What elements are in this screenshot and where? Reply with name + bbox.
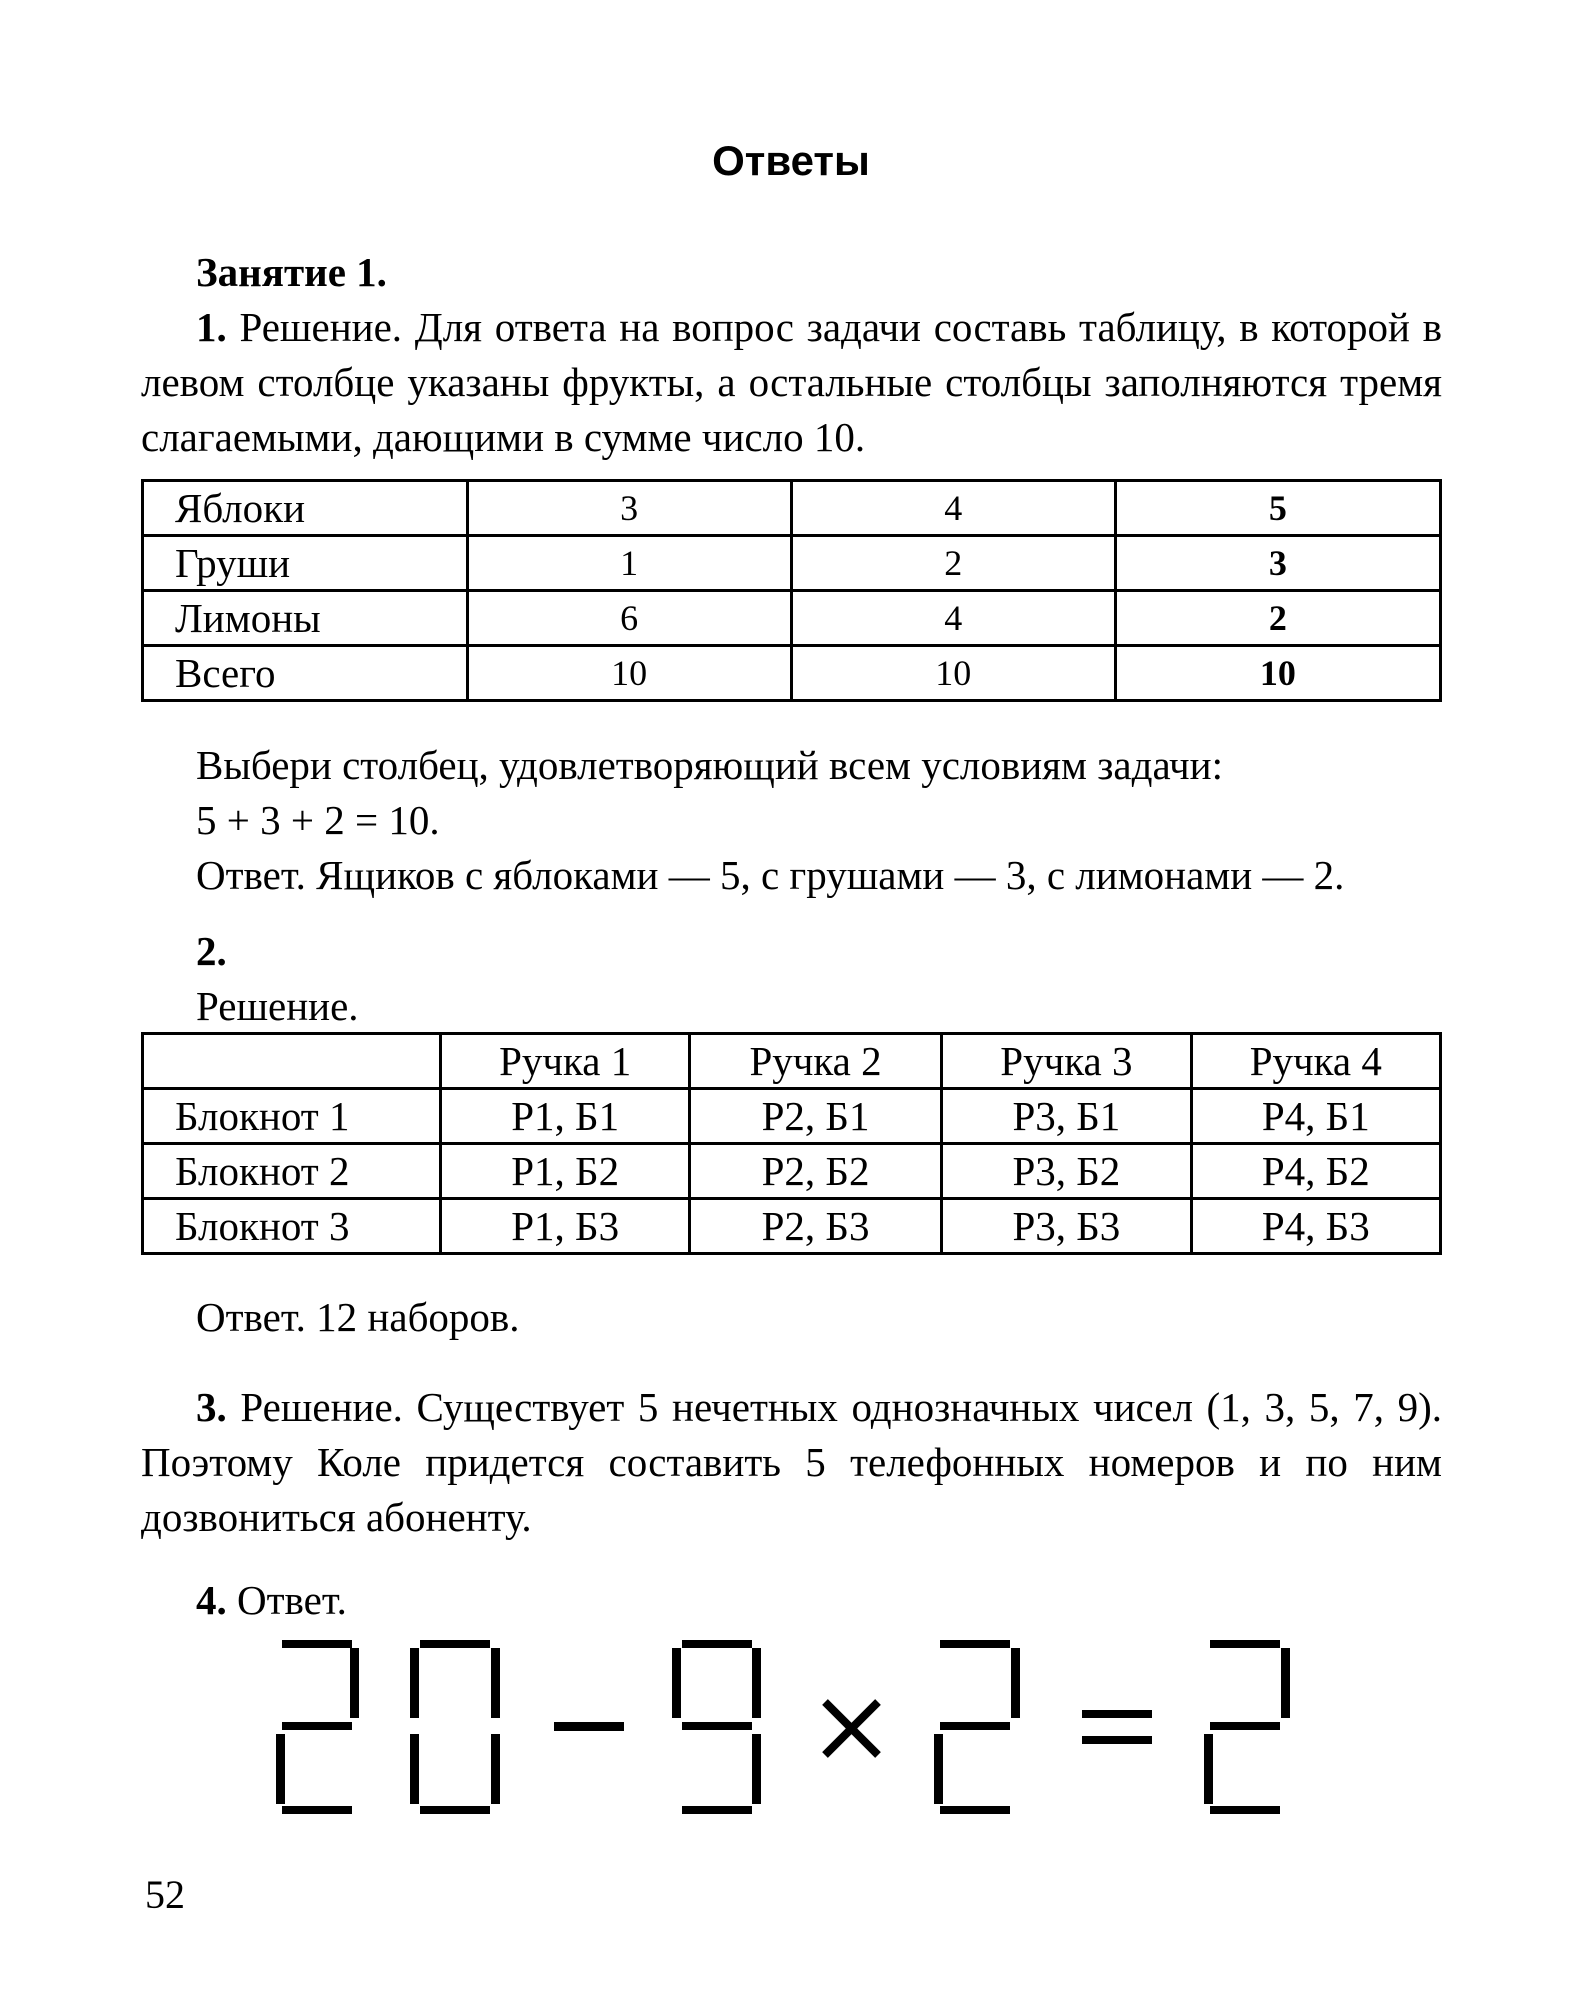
task1-answer: Ответ. Ящиков с яблоками — 5, с грушами — 3, с лимонами — 2.	[196, 852, 1345, 898]
task1-number: 1.	[196, 304, 227, 350]
table-cell: Р3, Б2	[942, 1144, 1191, 1199]
task3-number: 3.	[196, 1384, 227, 1430]
table-cell: Р3, Б3	[942, 1199, 1191, 1254]
task1-text: Решение. Для ответа на вопрос задачи составь таблицу, в которой в левом столбце указаны фрукты, а остальные столбцы заполняются тремя слагаемыми, дающими в сумме число 10.	[141, 304, 1442, 460]
task1-instruction: Выбери столбец, удовлетворяющий всем условиям задачи:	[196, 742, 1223, 788]
table-row	[143, 591, 1441, 646]
table-cell: 10	[467, 646, 791, 701]
table-corner	[143, 1034, 441, 1089]
column-header: Ручка 3	[942, 1034, 1191, 1089]
table-cell: 1	[467, 536, 791, 591]
table-cell-answer: 5	[1115, 481, 1440, 536]
column-header: Ручка 4	[1191, 1034, 1440, 1089]
matchstick-equation	[270, 1640, 1310, 1830]
table-cell: 4	[791, 481, 1115, 536]
table-cell: Р1, Б3	[441, 1199, 689, 1254]
table-cell: Р4, Б2	[1191, 1144, 1440, 1199]
task2-number: 2.	[196, 928, 227, 974]
matchstick-digit-2	[1204, 1640, 1290, 1814]
row-label: Блокнот 2	[143, 1144, 441, 1199]
matchstick-minus	[554, 1722, 624, 1731]
row-label: Блокнот 1	[143, 1089, 441, 1144]
matchstick-multiply	[825, 1702, 878, 1755]
column-header: Ручка 2	[689, 1034, 941, 1089]
matchstick-equals	[1082, 1710, 1152, 1744]
table-cell: Р2, Б1	[689, 1089, 941, 1144]
table-cell: 10	[791, 646, 1115, 701]
task1-statement	[141, 300, 1442, 465]
table-row	[143, 646, 1441, 701]
table-cell: Р2, Б3	[689, 1199, 941, 1254]
task2-answer: Ответ. 12 наборов.	[196, 1294, 520, 1340]
page-number: 52	[145, 1872, 185, 1917]
table-cell: Р3, Б1	[942, 1089, 1191, 1144]
table-cell: Р2, Б2	[689, 1144, 941, 1199]
table-row	[143, 1144, 1441, 1199]
fruit-table	[141, 479, 1442, 702]
task1-equation: 5 + 3 + 2 = 10.	[196, 797, 440, 843]
matchstick-digit-9	[672, 1640, 761, 1814]
table-cell-answer: 2	[1115, 591, 1440, 646]
matchstick-digit-2	[276, 1640, 359, 1814]
task4-text: Ответ.	[226, 1577, 347, 1623]
table-cell: 2	[791, 536, 1115, 591]
table-cell-answer: 10	[1115, 646, 1440, 701]
column-header: Ручка 1	[441, 1034, 689, 1089]
row-label: Всего	[143, 646, 468, 701]
table-cell: Р1, Б1	[441, 1089, 689, 1144]
table-cell: Р1, Б2	[441, 1144, 689, 1199]
table-row	[143, 1199, 1441, 1254]
notebook-pen-table	[141, 1032, 1442, 1255]
lesson-heading: Занятие 1.	[196, 249, 387, 295]
page-title: Ответы	[712, 137, 870, 184]
row-label: Лимоны	[143, 591, 468, 646]
row-label: Яблоки	[143, 481, 468, 536]
table-row	[143, 481, 1441, 536]
matchstick-digit-0	[410, 1640, 500, 1814]
table-cell: 6	[467, 591, 791, 646]
table-cell-answer: 3	[1115, 536, 1440, 591]
row-label: Блокнот 3	[143, 1199, 441, 1254]
task4-heading	[196, 1573, 347, 1628]
table-header-row	[143, 1034, 1441, 1089]
row-label: Груши	[143, 536, 468, 591]
task3-text: Решение. Существует 5 нечетных однозначных чисел (1, 3, 5, 7, 9). Поэтому Коле придется составить 5 телефонных номеров и по ним дозвониться абоненту.	[141, 1384, 1442, 1540]
table-cell: 3	[467, 481, 791, 536]
table-cell: 4	[791, 591, 1115, 646]
task3-statement	[141, 1380, 1442, 1545]
table-cell: Р4, Б3	[1191, 1199, 1440, 1254]
table-row	[143, 1089, 1441, 1144]
table-cell: Р4, Б1	[1191, 1089, 1440, 1144]
task2-solution: Решение.	[196, 983, 359, 1029]
matchstick-digit-2	[934, 1640, 1020, 1814]
task4-number: 4.	[196, 1577, 227, 1623]
table-row	[143, 536, 1441, 591]
